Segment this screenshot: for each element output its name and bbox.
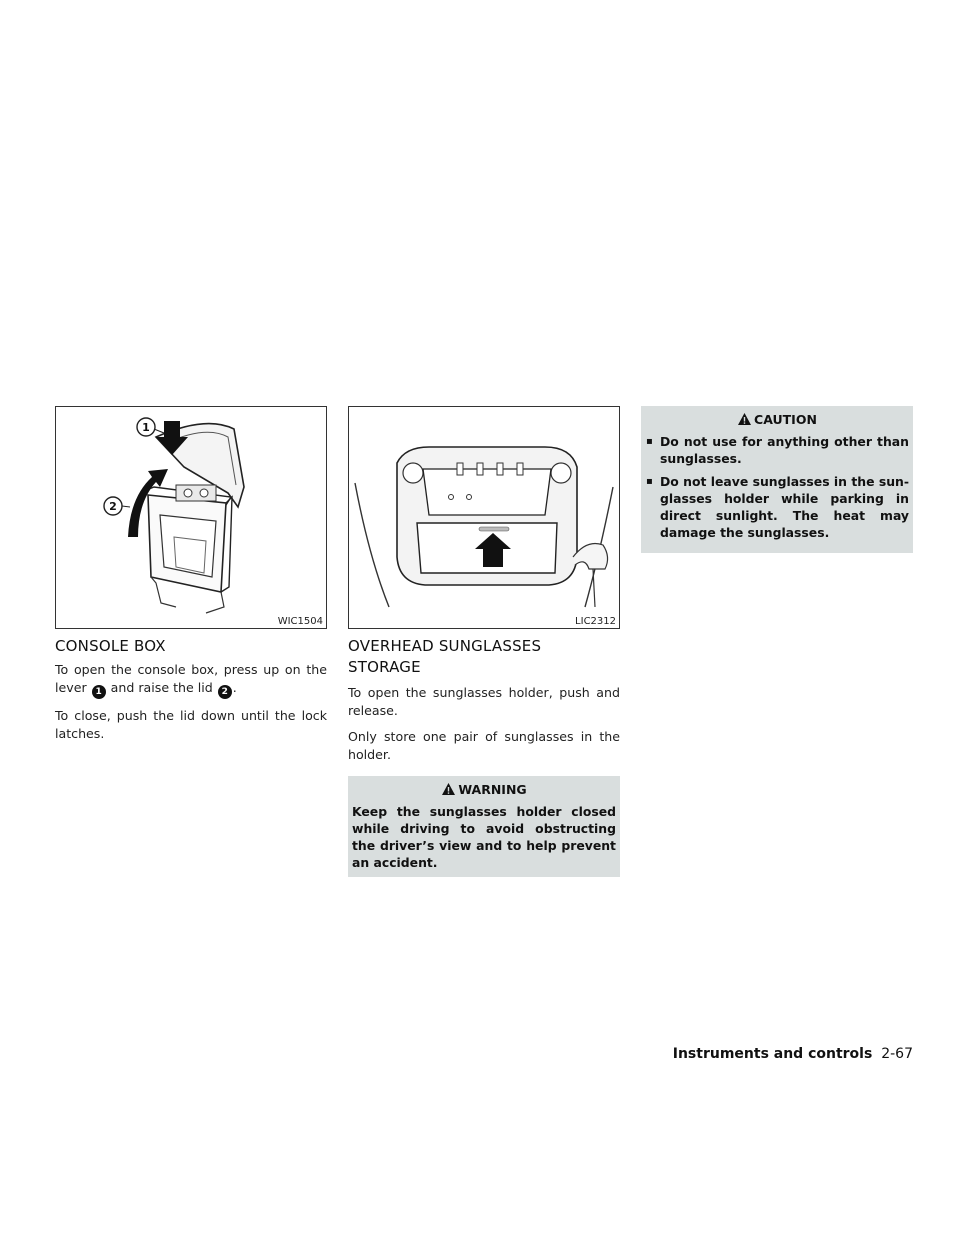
console-box-heading: CONSOLE BOX [55, 637, 166, 655]
sunglasses-heading [348, 636, 620, 678]
caution-icon [737, 412, 752, 426]
warning-title: WARNING [458, 782, 527, 797]
caution-header [641, 406, 913, 431]
console-box-illustration [56, 407, 326, 628]
figure-code-lic2312: LIC2312 [575, 616, 616, 627]
open-text-a: To open the console box, press up on the lever [55, 662, 327, 695]
sunglasses-section [348, 636, 620, 877]
page-footer [673, 1046, 913, 1062]
sunglasses-heading-line2: STORAGE [348, 658, 421, 676]
console-box-close-paragraph: To close, push the lid down until the lock latches. [55, 708, 327, 741]
caution-list [641, 431, 913, 553]
caution-item: ▪ Do not use for anything other than sunglasses. [645, 433, 909, 467]
warning-text: Keep the sunglasses holder closed while driving to avoid obstructing the driver’s view and to help prevent an accident. [352, 804, 616, 870]
caution-item: ▪ Do not leave sunglasses in the sun-glasses holder while parking in direct sunlight. The heat may damage the sunglasses. [645, 473, 909, 541]
warning-icon [441, 782, 456, 796]
callout-2: 2 [109, 500, 117, 513]
caution-title: CAUTION [754, 412, 817, 427]
sunglasses-figure [348, 406, 620, 629]
lid-number: 2 [218, 685, 232, 699]
sunglasses-open-paragraph: To open the sunglasses holder, push and release. [348, 685, 620, 718]
sunglasses-heading-line1: OVERHEAD SUNGLASSES [348, 637, 542, 655]
console-box-section [55, 636, 327, 751]
open-text-c: . [232, 680, 237, 695]
console-box-figure [55, 406, 327, 629]
warning-box [348, 776, 620, 877]
caution-box [641, 406, 913, 553]
footer-section-title: Instruments and controls [672, 1046, 873, 1062]
figure-code-wic1504: WIC1504 [277, 616, 323, 627]
page-number: 2-67 [881, 1046, 913, 1062]
callout-1: 1 [142, 421, 150, 434]
console-box-open-paragraph [55, 661, 327, 699]
sunglasses-store-paragraph: Only store one pair of sunglasses in the holder. [348, 729, 620, 762]
lever-number: 1 [92, 685, 106, 699]
warning-header [348, 776, 620, 801]
overhead-console-illustration [349, 407, 619, 628]
open-text-b: and raise the lid [110, 680, 213, 695]
